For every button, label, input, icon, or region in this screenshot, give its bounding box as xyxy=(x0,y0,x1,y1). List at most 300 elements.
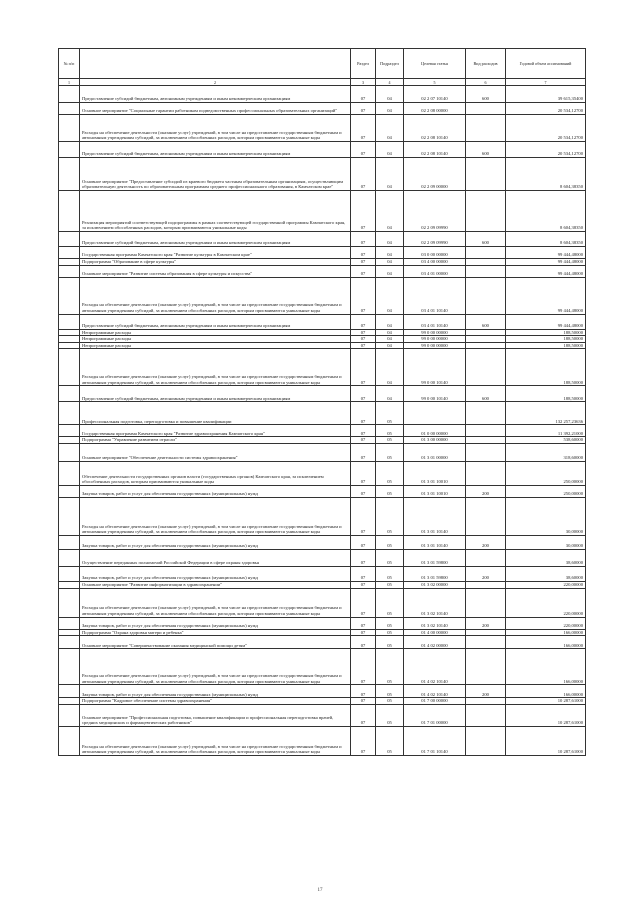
row-number-cell xyxy=(59,142,80,158)
row-amount-cell: 99 444,48000 xyxy=(506,259,586,266)
row-target-cell: 99 0 00 00000 xyxy=(404,342,466,349)
row-section-cell: 07 xyxy=(351,349,376,386)
row-section-cell: 07 xyxy=(351,617,376,629)
table-row xyxy=(59,142,586,158)
row-number-cell xyxy=(59,342,80,349)
row-number-cell xyxy=(59,535,80,549)
row-number-cell xyxy=(59,191,80,232)
row-target-cell: 01 7 01 00000 xyxy=(404,704,466,726)
row-expense-type-cell xyxy=(466,497,506,535)
row-section-cell: 07 xyxy=(351,461,376,485)
row-expense-type-cell: 600 xyxy=(466,232,506,247)
row-name-cell: Подпрограмма "Управление развитием отрасли" xyxy=(80,437,351,444)
row-expense-type-cell xyxy=(466,115,506,142)
column-number: 6 xyxy=(466,79,506,86)
row-target-cell: 01 3 01 10010 xyxy=(404,461,466,485)
row-amount-cell: 188,50000 xyxy=(506,342,586,349)
row-amount-cell: 38,60000 xyxy=(506,549,586,566)
row-expense-type-cell: 200 xyxy=(466,617,506,629)
table-row xyxy=(59,386,586,402)
row-number-cell xyxy=(59,566,80,581)
row-section-cell: 07 xyxy=(351,549,376,566)
table-row xyxy=(59,342,586,349)
table-row xyxy=(59,277,586,314)
row-amount-cell: 8 604,38350 xyxy=(506,191,586,232)
row-section-cell: 07 xyxy=(351,86,376,103)
row-amount-cell: 8 604,38350 xyxy=(506,232,586,247)
row-subsection-cell: 04 xyxy=(376,314,404,329)
row-subsection-cell: 04 xyxy=(376,142,404,158)
table-row xyxy=(59,402,586,425)
table-row xyxy=(59,336,586,343)
row-amount-cell: 99 444,48000 xyxy=(506,314,586,329)
table-row xyxy=(59,115,586,142)
row-amount-cell: 188,50000 xyxy=(506,336,586,343)
row-section-cell: 07 xyxy=(351,191,376,232)
row-target-cell: 01 7 01 10140 xyxy=(404,726,466,755)
row-number-cell xyxy=(59,425,80,437)
row-expense-type-cell: 600 xyxy=(466,142,506,158)
table-row xyxy=(59,629,586,636)
row-expense-type-cell xyxy=(466,443,506,461)
row-subsection-cell: 05 xyxy=(376,402,404,425)
row-subsection-cell: 04 xyxy=(376,265,404,277)
row-section-cell: 07 xyxy=(351,386,376,402)
row-subsection-cell: 04 xyxy=(376,158,404,191)
row-name-cell: Основное мероприятие "Социальные гарантии работникам подведомственных профессиональных образовательных организаций" xyxy=(80,103,351,115)
row-name-cell: Государственная программа Камчатского края "Развитие здравоохранения Камчатского края" xyxy=(80,425,351,437)
row-target-cell: 01 3 02 00000 xyxy=(404,581,466,588)
row-target-cell: 03 4 01 10140 xyxy=(404,277,466,314)
row-expense-type-cell: 600 xyxy=(466,314,506,329)
column-number: 5 xyxy=(404,79,466,86)
table-row xyxy=(59,425,586,437)
header-expense-type: Вид расходов xyxy=(466,49,506,79)
row-name-cell: Основное мероприятие "Совершенствование оказания медицинской помощи детям" xyxy=(80,636,351,649)
row-subsection-cell: 04 xyxy=(376,349,404,386)
row-expense-type-cell xyxy=(466,581,506,588)
row-name-cell: Расходы на обеспечение деятельности (оказание услуг) учреждений, в том числе на предоставление государственным бюджетным и автономным учреждениям субсидий, за исключением обособленных расходов, которым присваиваются уникальные коды xyxy=(80,588,351,617)
row-amount-cell: 538,60000 xyxy=(506,437,586,444)
row-section-cell: 07 xyxy=(351,259,376,266)
row-subsection-cell: 05 xyxy=(376,437,404,444)
row-number-cell xyxy=(59,437,80,444)
row-target-cell: 01 4 00 00000 xyxy=(404,629,466,636)
table-row xyxy=(59,329,586,336)
column-number: 4 xyxy=(376,79,404,86)
row-number-cell xyxy=(59,588,80,617)
column-number: 1 xyxy=(59,79,80,86)
table-row xyxy=(59,617,586,629)
row-name-cell: Подпрограмма "Образование в сфере культуры" xyxy=(80,259,351,266)
row-subsection-cell: 04 xyxy=(376,342,404,349)
row-subsection-cell: 04 xyxy=(376,277,404,314)
row-target-cell: 03 4 00 00000 xyxy=(404,259,466,266)
row-section-cell: 07 xyxy=(351,685,376,698)
row-target-cell: 01 3 00 00000 xyxy=(404,437,466,444)
row-section-cell: 07 xyxy=(351,277,376,314)
table-row xyxy=(59,232,586,247)
table-row xyxy=(59,698,586,705)
row-amount-cell: 318,60000 xyxy=(506,443,586,461)
row-section-cell: 07 xyxy=(351,115,376,142)
row-expense-type-cell xyxy=(466,425,506,437)
table-row xyxy=(59,549,586,566)
row-section-cell: 07 xyxy=(351,497,376,535)
row-amount-cell: 20 534,12700 xyxy=(506,115,586,142)
row-target-cell: 01 3 01 00000 xyxy=(404,443,466,461)
row-expense-type-cell xyxy=(466,402,506,425)
row-section-cell: 07 xyxy=(351,342,376,349)
row-section-cell: 07 xyxy=(351,142,376,158)
row-section-cell: 07 xyxy=(351,443,376,461)
row-subsection-cell: 05 xyxy=(376,485,404,497)
row-number-cell xyxy=(59,685,80,698)
row-subsection-cell: 05 xyxy=(376,698,404,705)
row-target-cell: 03 0 00 00000 xyxy=(404,247,466,259)
row-amount-cell: 39 615,35400 xyxy=(506,86,586,103)
row-number-cell xyxy=(59,443,80,461)
row-expense-type-cell: 200 xyxy=(466,485,506,497)
row-expense-type-cell xyxy=(466,698,506,705)
row-number-cell xyxy=(59,698,80,705)
row-amount-cell: 10 287,61000 xyxy=(506,726,586,755)
table-row xyxy=(59,704,586,726)
row-expense-type-cell xyxy=(466,191,506,232)
row-expense-type-cell xyxy=(466,726,506,755)
row-target-cell: 01 3 01 10140 xyxy=(404,497,466,535)
header-target: Целевая статья xyxy=(404,49,466,79)
row-expense-type-cell xyxy=(466,704,506,726)
row-expense-type-cell xyxy=(466,259,506,266)
row-target-cell: 01 4 02 00000 xyxy=(404,636,466,649)
row-name-cell: Расходы на обеспечение деятельности (оказание услуг) учреждений, в том числе на предоставление государственным бюджетным и автономным учреждениям субсидий, за исключением обособленных расходов, которым присваиваются уникальные коды xyxy=(80,277,351,314)
header-subsection: Подраздел xyxy=(376,49,404,79)
row-number-cell xyxy=(59,704,80,726)
header-amount: Годовой объем ассигнований xyxy=(506,49,586,79)
table-row xyxy=(59,581,586,588)
row-name-cell: Предоставление субсидий бюджетным, автономным учреждениям и иным некоммерческим организациям xyxy=(80,386,351,402)
row-number-cell xyxy=(59,103,80,115)
row-subsection-cell: 05 xyxy=(376,636,404,649)
row-target-cell: 01 3 01 59800 xyxy=(404,566,466,581)
column-number: 3 xyxy=(351,79,376,86)
row-expense-type-cell xyxy=(466,549,506,566)
row-number-cell xyxy=(59,115,80,142)
table-row xyxy=(59,437,586,444)
page-number: 17 xyxy=(317,888,323,893)
table-row xyxy=(59,265,586,277)
row-name-cell: Реализация мероприятий соответствующей подпрограммы в рамках соответствующей государственной программы Камчатского края, за исключением обособленных расходов, которым присваиваются уникальные коды xyxy=(80,191,351,232)
row-target-cell: 02 2 09 09990 xyxy=(404,191,466,232)
row-amount-cell: 20 534,12700 xyxy=(506,142,586,158)
row-amount-cell: 188,50000 xyxy=(506,349,586,386)
row-target-cell: 02 2 09 00000 xyxy=(404,158,466,191)
row-amount-cell: 220,00000 xyxy=(506,617,586,629)
row-expense-type-cell: 600 xyxy=(466,86,506,103)
row-expense-type-cell: 200 xyxy=(466,685,506,698)
row-amount-cell: 99 444,48000 xyxy=(506,247,586,259)
row-expense-type-cell xyxy=(466,103,506,115)
row-section-cell: 07 xyxy=(351,265,376,277)
row-section-cell: 07 xyxy=(351,535,376,549)
row-subsection-cell: 05 xyxy=(376,588,404,617)
row-target-cell: 99 0 00 10140 xyxy=(404,386,466,402)
table-row xyxy=(59,685,586,698)
row-target-cell: 02 2 08 00000 xyxy=(404,103,466,115)
row-section-cell: 07 xyxy=(351,425,376,437)
table-row xyxy=(59,726,586,755)
row-amount-cell: 30,00000 xyxy=(506,535,586,549)
row-expense-type-cell xyxy=(466,247,506,259)
row-subsection-cell: 05 xyxy=(376,443,404,461)
row-number-cell xyxy=(59,617,80,629)
row-expense-type-cell xyxy=(466,329,506,336)
row-name-cell: Непрограммные расходы xyxy=(80,329,351,336)
row-name-cell: Закупка товаров, работ и услуг для обеспечения государственных (муниципальных) нужд xyxy=(80,685,351,698)
row-name-cell: Предоставление субсидий бюджетным, автономным учреждениям и иным некоммерческим организациям xyxy=(80,232,351,247)
row-expense-type-cell xyxy=(466,342,506,349)
row-section-cell: 07 xyxy=(351,588,376,617)
row-expense-type-cell: 200 xyxy=(466,535,506,549)
row-subsection-cell: 05 xyxy=(376,549,404,566)
row-expense-type-cell xyxy=(466,336,506,343)
row-amount-cell: 132 257,23636 xyxy=(506,402,586,425)
row-amount-cell: 188,50000 xyxy=(506,329,586,336)
row-target-cell: 02 2 08 10140 xyxy=(404,115,466,142)
row-expense-type-cell xyxy=(466,158,506,191)
budget-allocation-table xyxy=(58,48,586,756)
row-amount-cell: 99 444,48000 xyxy=(506,265,586,277)
table-row xyxy=(59,443,586,461)
row-subsection-cell: 05 xyxy=(376,617,404,629)
row-subsection-cell: 05 xyxy=(376,566,404,581)
row-subsection-cell: 04 xyxy=(376,386,404,402)
row-number-cell xyxy=(59,485,80,497)
row-target-cell: 01 3 01 59800 xyxy=(404,549,466,566)
row-subsection-cell: 04 xyxy=(376,115,404,142)
row-section-cell: 07 xyxy=(351,336,376,343)
row-name-cell: Основное мероприятие "Обеспечение деятельности системы здравоохранения" xyxy=(80,443,351,461)
row-number-cell xyxy=(59,581,80,588)
row-amount-cell: 188,50000 xyxy=(506,386,586,402)
row-name-cell: Расходы на обеспечение деятельности (оказание услуг) учреждений, в том числе на предоставление государственным бюджетным и автономным учреждениям субсидий, за исключением обособленных расходов, которым присваиваются уникальные коды xyxy=(80,497,351,535)
row-name-cell: Предоставление субсидий бюджетным, автономным учреждениям и иным некоммерческим организациям xyxy=(80,142,351,158)
row-amount-cell: 166,00000 xyxy=(506,636,586,649)
row-target-cell: 01 3 02 10140 xyxy=(404,588,466,617)
row-amount-cell: 166,00000 xyxy=(506,629,586,636)
row-name-cell: Закупка товаров, работ и услуг для обеспечения государственных (муниципальных) нужд xyxy=(80,566,351,581)
table-row xyxy=(59,649,586,685)
table-header xyxy=(59,49,586,86)
row-number-cell xyxy=(59,265,80,277)
row-subsection-cell: 05 xyxy=(376,581,404,588)
row-number-cell xyxy=(59,329,80,336)
row-name-cell: Подпрограмма "Охрана здоровья матери и ребенка" xyxy=(80,629,351,636)
column-number: 2 xyxy=(80,79,351,86)
row-target-cell: 99 0 00 00000 xyxy=(404,329,466,336)
row-subsection-cell: 05 xyxy=(376,461,404,485)
row-amount-cell: 220,00000 xyxy=(506,581,586,588)
row-subsection-cell: 05 xyxy=(376,535,404,549)
row-name-cell: Обеспечение деятельности государственных органов власти (государственных органов) Камчатского края, за исключением обособленных расходов, которым присваиваются уникальные коды xyxy=(80,461,351,485)
row-name-cell: Основное мероприятие "Развитие системы образования в сфере культуры и искусства" xyxy=(80,265,351,277)
row-target-cell: 01 4 02 10140 xyxy=(404,649,466,685)
row-section-cell: 07 xyxy=(351,402,376,425)
row-section-cell: 07 xyxy=(351,566,376,581)
row-section-cell: 07 xyxy=(351,103,376,115)
row-section-cell: 07 xyxy=(351,636,376,649)
row-amount-cell: 250,00000 xyxy=(506,485,586,497)
row-number-cell xyxy=(59,247,80,259)
row-subsection-cell: 04 xyxy=(376,329,404,336)
row-name-cell: Осуществление переданных полномочий Российской Федерации в сфере охраны здоровья xyxy=(80,549,351,566)
row-target-cell: 03 4 01 00000 xyxy=(404,265,466,277)
row-amount-cell: 10 287,61000 xyxy=(506,704,586,726)
row-subsection-cell: 04 xyxy=(376,336,404,343)
row-subsection-cell: 05 xyxy=(376,649,404,685)
row-target-cell: 03 4 01 10140 xyxy=(404,314,466,329)
table-row xyxy=(59,497,586,535)
row-target-cell: 01 4 02 10140 xyxy=(404,685,466,698)
row-target-cell: 02 2 08 10140 xyxy=(404,142,466,158)
row-name-cell: Расходы на обеспечение деятельности (оказание услуг) учреждений, в том числе на предоставление государственным бюджетным и автономным учреждениям субсидий, за исключением обособленных расходов, которым присваиваются уникальные коды xyxy=(80,649,351,685)
row-target-cell: 01 3 02 10140 xyxy=(404,617,466,629)
row-number-cell xyxy=(59,349,80,386)
row-expense-type-cell xyxy=(466,277,506,314)
row-subsection-cell: 04 xyxy=(376,86,404,103)
row-number-cell xyxy=(59,726,80,755)
row-subsection-cell: 04 xyxy=(376,259,404,266)
row-amount-cell: 250,00000 xyxy=(506,461,586,485)
row-number-cell xyxy=(59,386,80,402)
row-section-cell: 07 xyxy=(351,726,376,755)
row-target-cell: 01 7 00 00000 xyxy=(404,698,466,705)
table-row xyxy=(59,191,586,232)
row-number-cell xyxy=(59,86,80,103)
table-row xyxy=(59,103,586,115)
row-amount-cell: 8 604,38350 xyxy=(506,158,586,191)
row-expense-type-cell xyxy=(466,349,506,386)
row-target-cell: 99 0 00 00000 xyxy=(404,336,466,343)
row-subsection-cell: 05 xyxy=(376,726,404,755)
row-subsection-cell: 05 xyxy=(376,629,404,636)
row-section-cell: 07 xyxy=(351,698,376,705)
table-row xyxy=(59,247,586,259)
table-row xyxy=(59,636,586,649)
table-row xyxy=(59,566,586,581)
row-subsection-cell: 04 xyxy=(376,191,404,232)
header-name xyxy=(80,49,351,79)
row-amount-cell: 20 534,12700 xyxy=(506,103,586,115)
row-target-cell: 02 2 09 09990 xyxy=(404,232,466,247)
row-subsection-cell: 05 xyxy=(376,685,404,698)
row-expense-type-cell xyxy=(466,265,506,277)
header-section: Раздел xyxy=(351,49,376,79)
budget-table-page xyxy=(58,48,585,756)
row-section-cell: 07 xyxy=(351,581,376,588)
header-num: № п/п xyxy=(59,49,80,79)
row-name-cell: Расходы на обеспечение деятельности (оказание услуг) учреждений, в том числе на предоставление государственным бюджетным и автономным учреждениям субсидий, за исключением обособленных расходов, которым присваиваются уникальные коды xyxy=(80,349,351,386)
row-section-cell: 07 xyxy=(351,437,376,444)
column-number: 7 xyxy=(506,79,586,86)
row-number-cell xyxy=(59,636,80,649)
table-row xyxy=(59,461,586,485)
row-subsection-cell: 05 xyxy=(376,425,404,437)
row-expense-type-cell xyxy=(466,649,506,685)
row-name-cell: Основное мероприятие "Профессиональная подготовка, повышение квалификации и профессиональная переподготовка врачей, средних медицинских и фармацевтических работников" xyxy=(80,704,351,726)
row-name-cell: Основное мероприятие "Развитие информатизации в здравоохранении" xyxy=(80,581,351,588)
row-name-cell: Профессиональная подготовка, переподготовка и повышение квалификации xyxy=(80,402,351,425)
row-name-cell: Подпрограмма "Кадровое обеспечение системы здравоохранения" xyxy=(80,698,351,705)
row-expense-type-cell xyxy=(466,461,506,485)
row-section-cell: 07 xyxy=(351,232,376,247)
table-row xyxy=(59,535,586,549)
row-name-cell: Предоставление субсидий бюджетным, автономным учреждениям и иным некоммерческим организациям xyxy=(80,314,351,329)
row-amount-cell: 220,00000 xyxy=(506,588,586,617)
row-subsection-cell: 04 xyxy=(376,247,404,259)
table-row xyxy=(59,86,586,103)
row-amount-cell: 166,00000 xyxy=(506,649,586,685)
table-row xyxy=(59,349,586,386)
table-row xyxy=(59,588,586,617)
row-subsection-cell: 05 xyxy=(376,497,404,535)
row-section-cell: 07 xyxy=(351,485,376,497)
row-amount-cell: 38,60000 xyxy=(506,566,586,581)
row-section-cell: 07 xyxy=(351,314,376,329)
row-name-cell: Непрограммные расходы xyxy=(80,342,351,349)
table-row xyxy=(59,259,586,266)
row-target-cell: 02 2 07 10140 xyxy=(404,86,466,103)
row-section-cell: 07 xyxy=(351,704,376,726)
row-number-cell xyxy=(59,402,80,425)
row-amount-cell: 11 392,21000 xyxy=(506,425,586,437)
row-number-cell xyxy=(59,277,80,314)
row-subsection-cell: 04 xyxy=(376,103,404,115)
row-name-cell: Расходы на обеспечение деятельности (оказание услуг) учреждений, в том числе на предоставление государственным бюджетным и автономным учреждениям субсидий, за исключением обособленных расходов, которым присваиваются уникальные коды xyxy=(80,726,351,755)
row-amount-cell: 166,00000 xyxy=(506,685,586,698)
row-name-cell: Непрограммные расходы xyxy=(80,336,351,343)
row-name-cell: Закупка товаров, работ и услуг для обеспечения государственных (муниципальных) нужд xyxy=(80,617,351,629)
row-number-cell xyxy=(59,549,80,566)
row-name-cell: Закупка товаров, работ и услуг для обеспечения государственных (муниципальных) нужд xyxy=(80,485,351,497)
row-number-cell xyxy=(59,314,80,329)
row-expense-type-cell xyxy=(466,588,506,617)
row-expense-type-cell xyxy=(466,437,506,444)
row-name-cell: Предоставление субсидий бюджетным, автономным учреждениям и иным некоммерческим организациям xyxy=(80,86,351,103)
row-target-cell: 01 3 01 10010 xyxy=(404,485,466,497)
row-section-cell: 07 xyxy=(351,629,376,636)
row-target-cell: 01 3 01 10140 xyxy=(404,535,466,549)
table-row xyxy=(59,314,586,329)
row-name-cell: Государственная программа Камчатского края "Развитие культуры в Камчатском крае" xyxy=(80,247,351,259)
table-row xyxy=(59,485,586,497)
row-number-cell xyxy=(59,461,80,485)
row-section-cell: 07 xyxy=(351,649,376,685)
row-number-cell xyxy=(59,629,80,636)
row-target-cell: 01 0 00 00000 xyxy=(404,425,466,437)
row-number-cell xyxy=(59,497,80,535)
table-row xyxy=(59,158,586,191)
row-target-cell xyxy=(404,402,466,425)
row-number-cell xyxy=(59,649,80,685)
row-expense-type-cell xyxy=(466,636,506,649)
row-expense-type-cell xyxy=(466,629,506,636)
row-expense-type-cell: 600 xyxy=(466,386,506,402)
row-number-cell xyxy=(59,259,80,266)
row-amount-cell: 30,00000 xyxy=(506,497,586,535)
row-number-cell xyxy=(59,232,80,247)
